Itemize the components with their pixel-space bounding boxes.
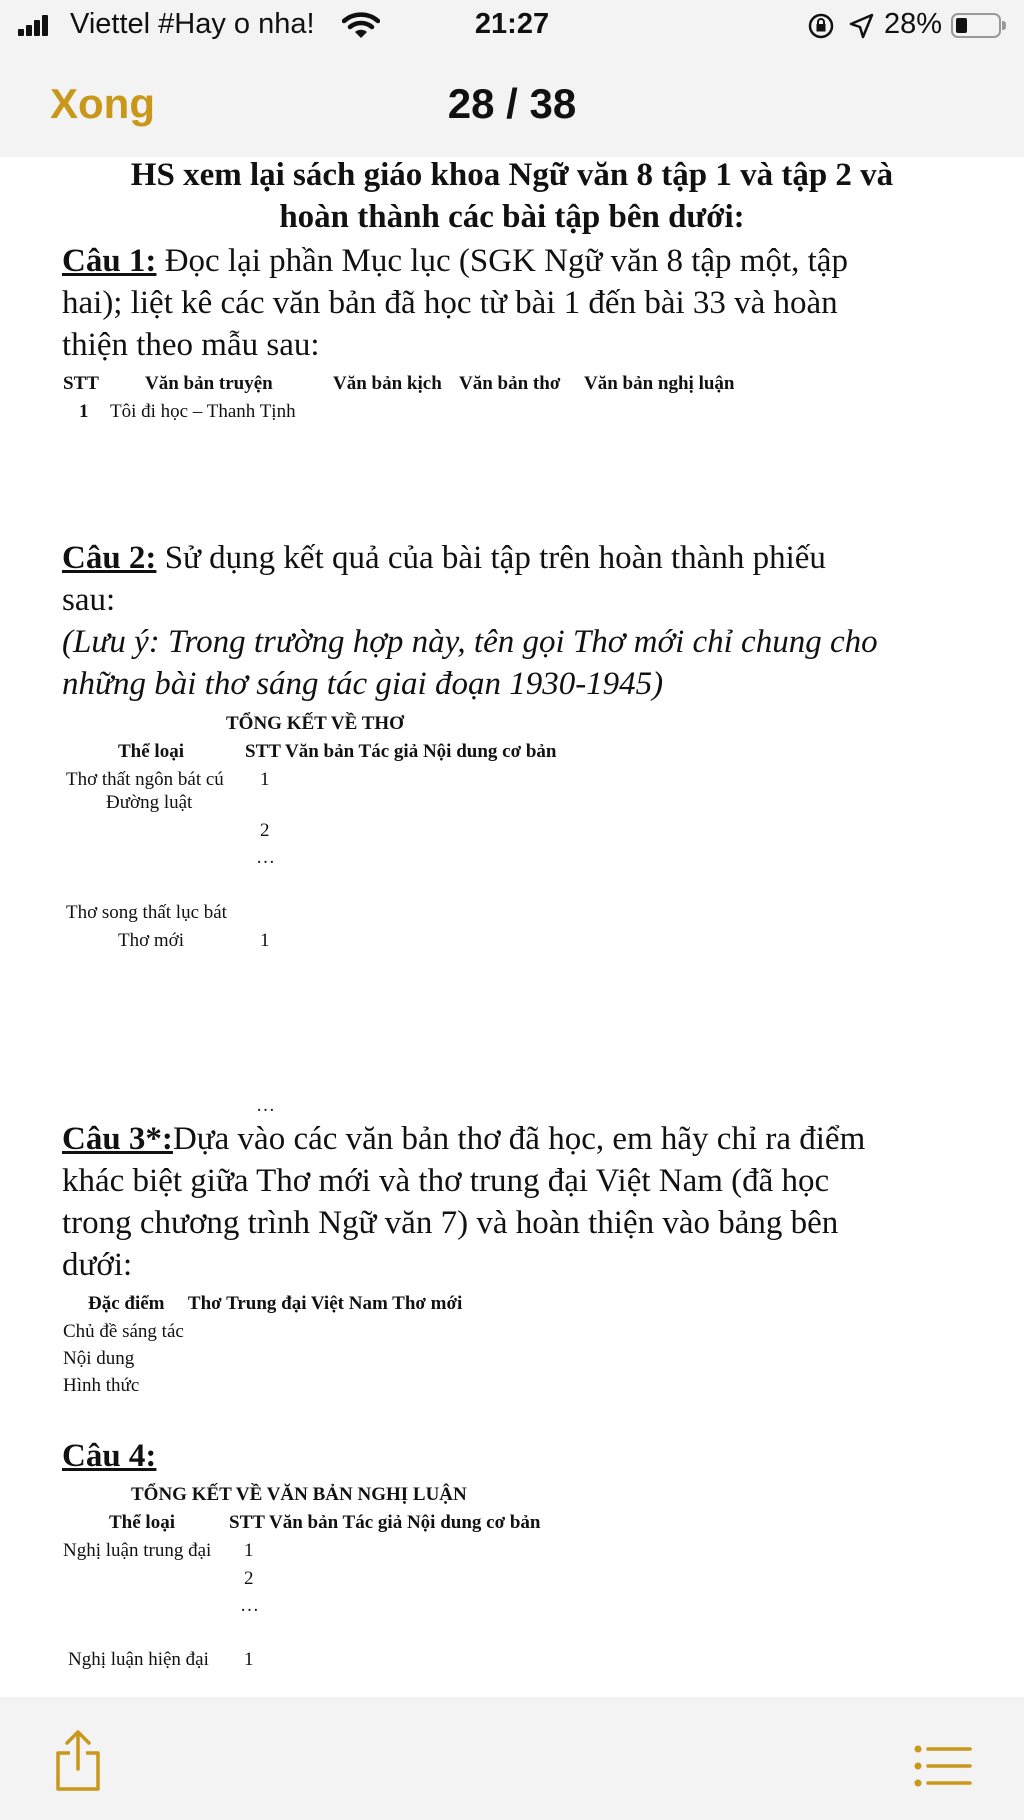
table-cell-story: Tôi đi học – Thanh Tịnh — [110, 401, 296, 422]
question-2-note: những bài thơ sáng tác giai đoạn 1930-1945) — [62, 666, 664, 702]
page-indicator: 28 / 38 — [447, 80, 577, 127]
question-2-line: Câu 2: Sử dụng kết quả của bài tập trên hoàn thành phiếu — [62, 540, 826, 576]
poetry-ellipsis: … — [256, 1095, 275, 1116]
argument-genre: Nghị luận hiện đại — [68, 1649, 209, 1670]
argument-genre: Nghị luận trung đại — [63, 1540, 212, 1561]
argument-table-header-columns: STT Văn bản Tác giả Nội dung cơ bản — [229, 1512, 541, 1533]
question-1-label: Câu 1: — [62, 243, 157, 279]
share-icon[interactable] — [52, 1729, 104, 1793]
question-2-note: (Lưu ý: Trong trường hợp này, tên gọi Thơ mới chỉ chung cho — [62, 624, 878, 660]
question-1-line: hai); liệt kê các văn bản đã học từ bài 1 đến bài 33 và hoàn — [62, 285, 838, 321]
bottom-toolbar — [0, 1697, 1024, 1820]
poetry-table-title: TỔNG KẾT VỀ THƠ — [226, 713, 404, 734]
table-header-argument: Văn bản nghị luận — [584, 373, 735, 394]
argument-row-number: 1 — [244, 1540, 254, 1561]
question-3-line: dưới: — [62, 1247, 133, 1283]
table-cell-stt: 1 — [79, 401, 89, 422]
question-2-label: Câu 2: — [62, 540, 157, 576]
question-3-line: Câu 3*:Dựa vào các văn bản thơ đã học, em hãy chỉ ra điểm — [62, 1121, 866, 1157]
poetry-genre: Thơ mới — [118, 930, 185, 951]
argument-row-number: 2 — [244, 1568, 254, 1589]
battery-icon — [951, 13, 1001, 38]
comparison-row: Nội dung — [63, 1348, 135, 1369]
status-bar — [0, 0, 1024, 52]
argument-table-title: TỔNG KẾT VỀ VĂN BẢN NGHỊ LUẬN — [131, 1484, 467, 1505]
carrier-name: Viettel #Hay o nha! — [70, 8, 315, 40]
argument-ellipsis: … — [240, 1595, 259, 1616]
poetry-genre: Đường luật — [106, 792, 193, 813]
list-icon[interactable] — [914, 1743, 972, 1789]
poetry-row-number: 1 — [260, 769, 270, 790]
question-1-line: Câu 1: Đọc lại phần Mục lục (SGK Ngữ văn 8 tập một, tập — [62, 243, 848, 279]
comparison-table-header: Đặc điểm Thơ Trung đại Việt Nam Thơ mới — [88, 1293, 463, 1314]
question-3-label: Câu 3*: — [62, 1121, 173, 1157]
heading-line: HS xem lại sách giáo khoa Ngữ văn 8 tập 1 và tập 2 và — [130, 157, 894, 193]
table-header-drama: Văn bản kịch — [333, 373, 442, 394]
poetry-table-header-genre: Thể loại — [118, 741, 184, 762]
question-1-line: thiện theo mẫu sau: — [62, 327, 320, 363]
comparison-row: Hình thức — [63, 1375, 140, 1396]
question-3-line: trong chương trình Ngữ văn 7) và hoàn thiện vào bảng bên — [62, 1205, 839, 1241]
table-header-poetry: Văn bản thơ — [459, 373, 561, 394]
poetry-row-number: 2 — [260, 820, 270, 841]
document-page[interactable] — [0, 157, 1024, 1697]
rotation-lock-icon — [807, 12, 835, 40]
poetry-row-number: 1 — [260, 930, 270, 951]
navigation-bar — [0, 52, 1024, 157]
question-4-label: Câu 4: — [62, 1438, 157, 1474]
poetry-ellipsis: … — [256, 847, 275, 868]
done-button[interactable]: Xong — [50, 80, 155, 127]
location-arrow-icon — [848, 12, 874, 40]
argument-table-header-genre: Thể loại — [109, 1512, 175, 1533]
poetry-table-header-columns: STT Văn bản Tác giả Nội dung cơ bản — [245, 741, 557, 762]
heading-line: hoàn thành các bài tập bên dưới: — [279, 199, 745, 235]
question-2-line: sau: — [62, 582, 116, 618]
question-3-line: khác biệt giữa Thơ mới và thơ trung đại Việt Nam (đã học — [62, 1163, 830, 1199]
clock: 21:27 — [474, 8, 550, 40]
table-header-story: Văn bản truyện — [145, 373, 273, 394]
table-header-stt: STT — [63, 373, 99, 394]
argument-row-number: 1 — [244, 1649, 254, 1670]
comparison-row: Chủ đề sáng tác — [63, 1321, 184, 1342]
poetry-genre: Thơ thất ngôn bát cú — [66, 769, 224, 790]
battery-percentage: 28% — [884, 8, 943, 40]
poetry-genre: Thơ song thất lục bát — [66, 902, 227, 923]
